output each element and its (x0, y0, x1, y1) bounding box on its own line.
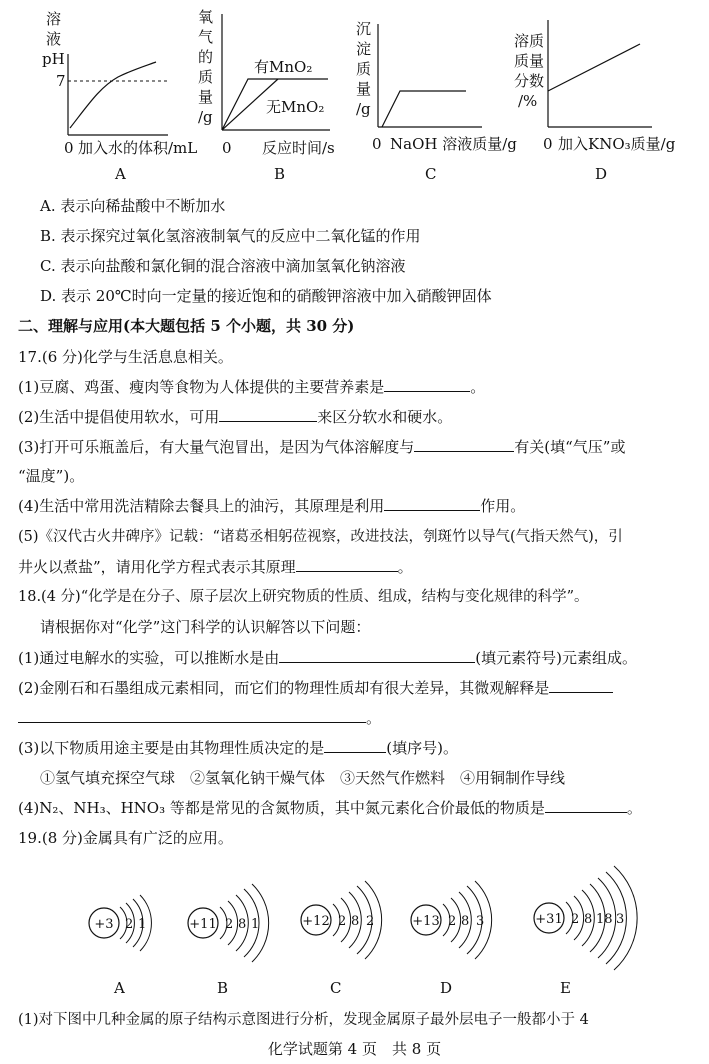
graph-b-curve-label-2: 无MnO₂ (266, 98, 325, 116)
graph-b-ylabel-1: 氧 (198, 8, 214, 26)
graph-c-letter: C (425, 165, 437, 183)
graph-d (514, 20, 676, 183)
option-a: A. 表示向稀盐酸中不断加水 (40, 197, 226, 215)
q18-p4-text: (4)N₂、NH₃、HNO₃ 等都是常见的含氮物质，其中氮元素化合价最低的物质是 (18, 799, 545, 817)
q18-p3-blank[interactable] (324, 738, 386, 753)
graph-c-ylabel-4: 量 (356, 80, 372, 98)
atom-a-shell-1: 2 (125, 917, 134, 932)
atom-c-shell-1: 2 (338, 914, 347, 929)
graph-d-origin: 0 (543, 135, 553, 153)
q17-p1-text: (1)豆腐、鸡蛋、瘦肉等食物为人体提供的主要营养素是 (18, 378, 385, 396)
atom-structure-figure (0, 860, 709, 1000)
graph-a (42, 10, 197, 183)
q18-p2-end: 。 (366, 709, 382, 727)
option-b: B. 表示探究过氧化氢溶液制氧气的反应中二氧化锰的作用 (40, 227, 421, 245)
q17-part2 (18, 407, 452, 427)
graph-b-curve-label-1: 有MnO₂ (254, 58, 313, 76)
q18-part4 (18, 798, 642, 818)
graph-c-xlabel: NaOH 溶液质量/g (390, 135, 517, 153)
graph-b-ylabel-5: 量 (198, 88, 214, 106)
atom-b (188, 884, 269, 997)
graph-d-ylabel-1: 溶质 (514, 32, 545, 50)
atom-d-shell-3: 3 (476, 914, 485, 929)
atom-c-letter: C (330, 979, 342, 997)
graph-a-xlabel: 加入水的体积/mL (78, 139, 198, 157)
atom-a-nucleus: +3 (94, 917, 114, 932)
q17-p4-blank[interactable] (384, 496, 480, 511)
graphs-figure (0, 0, 709, 190)
graph-d-xlabel: 加入KNO₃质量/g (558, 135, 676, 153)
q18-p1-text-a: (1)通过电解水的实验，可以推断水是由 (18, 649, 280, 667)
graph-a-curve (70, 62, 156, 128)
graph-a-ymark: 7 (56, 72, 66, 90)
q17-p1-end: 。 (470, 378, 486, 396)
graph-c-curve (382, 91, 466, 127)
q18-p4-end: 。 (626, 799, 642, 817)
q17-p1-blank[interactable] (384, 377, 470, 392)
q18-p2-blank-cont[interactable] (18, 708, 366, 723)
graph-b-ylabel-3: 的 (198, 48, 214, 66)
atom-e-shell-1: 2 (571, 912, 580, 927)
atom-d-shell-2: 8 (461, 914, 470, 929)
graph-a-ylabel-2: 液 (46, 30, 62, 48)
q17-p3-text-a: (3)打开可乐瓶盖后，有大量气泡冒出，是因为气体溶解度与 (18, 438, 415, 456)
q19-title: 19.(8 分)金属具有广泛的应用。 (18, 829, 233, 847)
graph-b-ylabel-4: 质 (198, 68, 214, 86)
page-footer: 化学试题第 4 页 共 8 页 (267, 1040, 442, 1058)
atom-e-letter: E (560, 979, 571, 997)
q17-part5-cont (18, 557, 413, 577)
option-d: D. 表示 20℃时向一定量的接近饱和的硝酸钾溶液中加入硝酸钾固体 (40, 287, 492, 305)
q18-part1 (18, 648, 637, 668)
graph-a-letter: A (115, 165, 126, 183)
graph-c (356, 20, 517, 183)
q17-part3-cont: “温度”)。 (18, 467, 85, 485)
graph-a-origin: 0 (64, 139, 74, 157)
section-heading: 二、理解与应用(本大题包括 5 个小题，共 30 分) (18, 317, 355, 335)
atom-c-shell-3: 2 (366, 914, 375, 929)
atom-e-shell-4: 3 (616, 912, 625, 927)
q17-p2-blank[interactable] (219, 407, 317, 422)
q17-p5-end: 。 (397, 558, 413, 576)
q17-p4-text-b: 作用。 (480, 497, 526, 515)
atom-b-letter: B (217, 979, 229, 997)
q18-p1-text-b: (填元素符号)元素组成。 (475, 649, 637, 667)
atom-c-shell-2: 8 (351, 914, 360, 929)
graph-b (198, 8, 335, 183)
q18-intro: 请根据你对“化学”这门科学的认识解答以下问题： (40, 618, 371, 636)
atom-a (89, 895, 151, 997)
q18-title: 18.(4 分)“化学是在分子、原子层次上研究物质的性质、组成，结构与变化规律的科学”。 (18, 589, 589, 605)
q17-p5-text: 井火以煮盐”，请用化学方程式表示其原理 (18, 558, 296, 576)
graph-c-ylabel-3: 质 (356, 60, 372, 78)
atom-d-nucleus: +13 (412, 914, 440, 929)
graph-b-xlabel: 反应时间/s (262, 139, 335, 157)
q17-p5-blank[interactable] (296, 557, 398, 572)
q17-p3-blank[interactable] (414, 437, 514, 452)
atom-e-shell-3: 18 (596, 912, 613, 927)
q17-p3-text-b: 有关(填“气压”或 (514, 438, 626, 456)
q18-part2-cont (18, 708, 381, 728)
q18-part2 (18, 678, 613, 698)
atom-c-nucleus: +12 (302, 914, 330, 929)
atom-b-shell-2: 8 (238, 917, 247, 932)
q18-p2-blank[interactable] (549, 678, 613, 693)
graph-c-origin: 0 (372, 135, 382, 153)
atom-e-nucleus: +31 (535, 912, 563, 927)
q19-part1: (1)对下图中几种金属的原子结构示意图进行分析，发现金属原子最外层电子一般都小于 4 (18, 1012, 589, 1028)
q17-part4 (18, 496, 525, 516)
atom-e-shell-2: 8 (584, 912, 593, 927)
graph-a-ylabel-3: pH (42, 50, 65, 68)
option-c: C. 表示向盐酸和氯化铜的混合溶液中滴加氢氧化钠溶液 (40, 257, 406, 275)
q18-p3-text-a: (3)以下物质用途主要是由其物理性质决定的是 (18, 739, 325, 757)
graph-d-ylabel-2: 质量 (514, 52, 545, 70)
graph-b-origin: 0 (222, 139, 232, 157)
q17-title: 17.(6 分)化学与生活息息相关。 (18, 348, 233, 366)
q17-p2-text-b: 来区分软水和硬水。 (317, 408, 453, 426)
q17-p4-text-a: (4)生活中常用洗洁精除去餐具上的油污，其原理是利用 (18, 497, 385, 515)
graph-b-ylabel-2: 气 (198, 28, 214, 46)
atom-b-shell-1: 2 (225, 917, 234, 932)
graph-a-ylabel-1: 溶 (46, 10, 62, 28)
atom-a-shell-2: 1 (138, 917, 147, 932)
q17-p2-text-a: (2)生活中提倡使用软水，可用 (18, 408, 220, 426)
graph-b-ylabel-6: /g (198, 108, 213, 126)
q18-p4-blank[interactable] (545, 798, 627, 813)
atom-e (534, 866, 637, 997)
q17-part1 (18, 377, 485, 397)
q18-p3-text-b: (填序号)。 (386, 739, 458, 757)
q18-p1-blank[interactable] (279, 648, 475, 663)
q17-part5: (5)《汉代古火井碑序》记载：“诸葛丞相躬莅视察，改进技法，刳斑竹以导气(气指天然气)，引 (18, 529, 623, 545)
graph-d-ylabel-4: /% (518, 92, 538, 110)
atom-d-shell-1: 2 (448, 914, 457, 929)
graph-c-ylabel-2: 淀 (356, 40, 372, 58)
atom-d-letter: D (440, 979, 453, 997)
q18-part3 (18, 738, 458, 758)
atom-d (411, 881, 492, 997)
q17-part3 (18, 437, 625, 457)
graph-d-ylabel-3: 分数 (514, 72, 545, 90)
graph-b-letter: B (274, 165, 286, 183)
graph-d-letter: D (595, 165, 608, 183)
q18-part3-options: ①氢气填充探空气球 ②氢氧化钠干燥气体 ③天然气作燃料 ④用铜制作导线 (40, 769, 566, 787)
graph-d-curve (548, 44, 640, 91)
q18-p2-text: (2)金刚石和石墨组成元素相同，而它们的物理性质却有很大差异，其微观解释是 (18, 679, 550, 697)
graph-c-ylabel-5: /g (356, 100, 371, 118)
atom-c (301, 881, 382, 997)
atom-a-letter: A (114, 979, 125, 997)
atom-b-shell-3: 1 (251, 917, 260, 932)
atom-b-nucleus: +11 (189, 917, 217, 932)
graph-c-ylabel-1: 沉 (356, 20, 372, 38)
